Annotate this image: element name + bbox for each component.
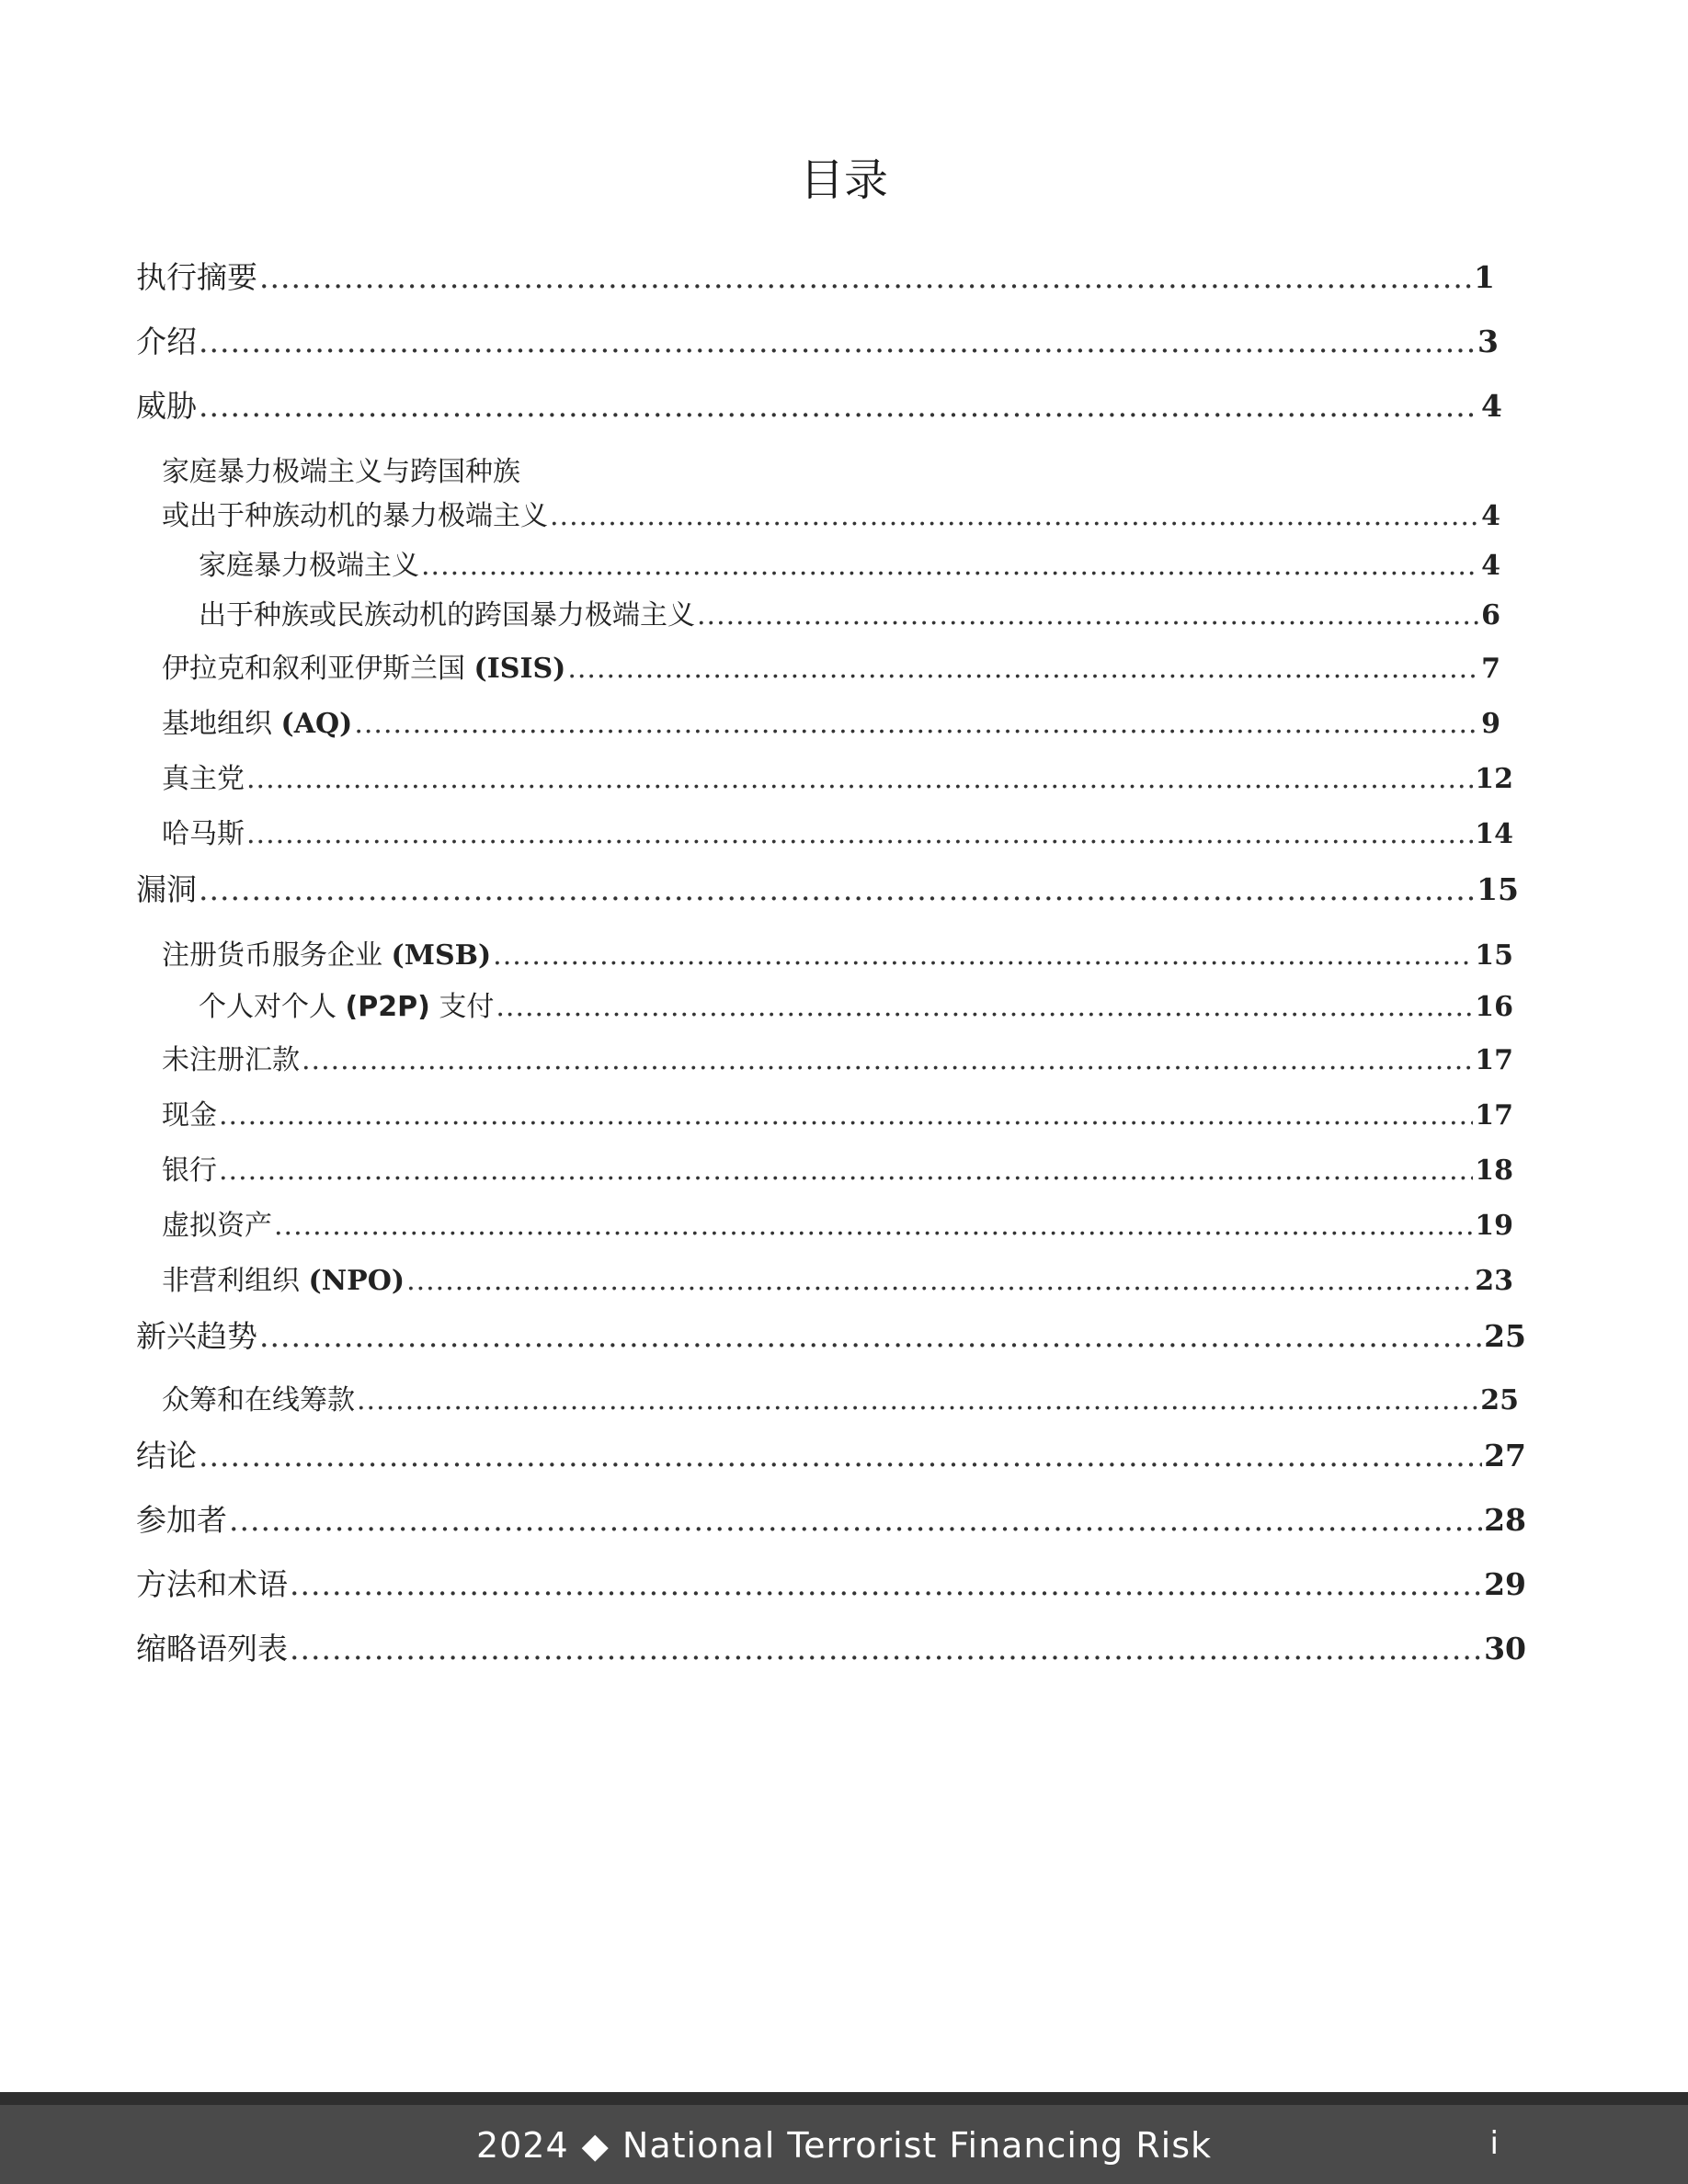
toc-entry-vulnerabilities[interactable]	[136, 866, 1519, 909]
dot-leader	[246, 763, 1473, 795]
toc-entry-crowdfunding[interactable]	[162, 1377, 1519, 1417]
toc-entry-label: 现金	[162, 1099, 217, 1132]
dot-leader	[290, 1566, 1482, 1602]
toc-page-number: 14	[1475, 818, 1513, 850]
toc-entry-label-abbrev: (AQ)	[280, 708, 353, 740]
toc-page-number: 30	[1484, 1631, 1526, 1666]
toc-entry-label-text: 伊拉克和叙利亚伊斯兰国	[162, 653, 465, 685]
toc-entry-al-qaeda[interactable]	[162, 700, 1500, 741]
dot-leader	[199, 324, 1476, 359]
toc-entry-banks[interactable]	[162, 1147, 1513, 1188]
dot-leader	[496, 991, 1473, 1023]
toc-entry-label	[162, 1257, 405, 1298]
toc-entry-virtual-assets[interactable]	[162, 1202, 1513, 1243]
dot-leader	[493, 939, 1473, 972]
dot-leader	[697, 599, 1479, 631]
toc-entry-label: 方法和术语	[136, 1566, 288, 1602]
toc-entry-hamas[interactable]	[162, 811, 1513, 851]
toc-entry-p2p-payments[interactable]	[199, 984, 1513, 1024]
diamond-icon: ◆	[581, 2125, 610, 2166]
dot-leader	[290, 1631, 1482, 1666]
dot-leader	[199, 1438, 1482, 1473]
toc-entry-cash[interactable]	[162, 1092, 1513, 1132]
footer-report-title: National Terrorist Financing Risk	[622, 2125, 1213, 2166]
toc-entry-label: 结论	[136, 1438, 197, 1473]
dot-leader	[354, 708, 1479, 740]
dot-leader	[302, 1044, 1473, 1076]
toc-entry-executive-summary[interactable]	[136, 254, 1495, 297]
toc-entry-label-abbrev: (NPO)	[308, 1265, 405, 1297]
dot-leader	[550, 500, 1479, 532]
toc-entry-label-suffix: 支付	[439, 991, 495, 1023]
toc-entry-label: 真主党	[162, 763, 245, 795]
toc-entry-label: 缩略语列表	[136, 1631, 288, 1666]
dot-leader	[246, 818, 1473, 850]
toc-entry-label: 漏洞	[136, 871, 197, 907]
dot-leader	[259, 259, 1472, 295]
toc-entry-label: 参加者	[136, 1502, 227, 1538]
toc-page-number: 6	[1481, 599, 1500, 631]
toc-page-number: 23	[1475, 1265, 1513, 1297]
toc-entry-label: 执行摘要	[136, 259, 257, 295]
dot-leader	[199, 871, 1475, 907]
toc-entry-label-text: 基地组织	[162, 708, 272, 740]
toc-entry-domestic-violent-extremism[interactable]	[199, 542, 1500, 583]
dot-leader	[219, 1155, 1473, 1187]
footer-title	[0, 2125, 1688, 2166]
toc-entry-domestic-and-transnational-extremism[interactable]	[162, 493, 1500, 533]
toc-page-number: 9	[1481, 708, 1500, 740]
toc-entry-methods-and-terms[interactable]	[136, 1561, 1526, 1604]
toc-entry-transnational-racially-motivated-extremism[interactable]	[199, 592, 1500, 632]
toc-entry-label-abbrev: (ISIS)	[473, 653, 566, 685]
toc-entry-npo[interactable]	[162, 1257, 1513, 1298]
dot-leader	[357, 1384, 1478, 1416]
toc-page-number: 16	[1475, 991, 1513, 1023]
toc-entry-threats[interactable]	[136, 382, 1502, 426]
page-footer	[0, 2092, 1688, 2184]
toc-entry-label-text: 个人对个人	[199, 991, 336, 1023]
toc-entry-label-line1: 家庭暴力极端主义与跨国种族	[162, 456, 520, 488]
toc-entry-label	[199, 984, 494, 1024]
toc-page-number: 19	[1475, 1210, 1513, 1242]
page-title: 目录	[799, 154, 888, 206]
toc-entry-label	[162, 700, 352, 741]
toc-entry-isis[interactable]	[162, 645, 1500, 686]
toc-entry-label: 虚拟资产	[162, 1210, 272, 1242]
toc-page-number: 15	[1475, 939, 1513, 972]
toc-entry-label: 新兴趋势	[136, 1318, 257, 1354]
toc-page-number: 17	[1475, 1044, 1513, 1076]
toc-entry-label-abbrev: (MSB)	[391, 939, 492, 972]
toc-page-number: 29	[1484, 1566, 1526, 1602]
toc-page-number: 3	[1477, 324, 1499, 359]
toc-entry-label: 或出于种族动机的暴力极端主义	[162, 500, 548, 532]
toc-page-number: 7	[1481, 653, 1500, 685]
toc-entry-label	[162, 645, 565, 686]
dot-leader	[259, 1318, 1482, 1354]
toc-entry-unregistered-remittance[interactable]	[162, 1037, 1513, 1077]
dot-leader	[567, 653, 1479, 685]
toc-entry-label: 银行	[162, 1155, 217, 1187]
toc-entry-label: 哈马斯	[162, 818, 245, 850]
dot-leader	[406, 1265, 1473, 1297]
toc-entry-conclusion[interactable]	[136, 1432, 1526, 1475]
toc-entry-participants[interactable]	[136, 1496, 1526, 1540]
toc-entry-msb[interactable]	[162, 932, 1513, 973]
dot-leader	[199, 388, 1479, 424]
toc-page-number: 27	[1484, 1438, 1526, 1473]
toc-entry-label-text: 注册货币服务企业	[162, 939, 382, 972]
dot-leader	[274, 1210, 1473, 1242]
toc-entry-introduction[interactable]	[136, 318, 1499, 361]
toc-entry-label: 出于种族或民族动机的跨国暴力极端主义	[199, 599, 695, 631]
toc-page-number: 4	[1481, 388, 1502, 424]
toc-page-number: 25	[1480, 1384, 1519, 1416]
toc-entry-label: 威胁	[136, 388, 197, 424]
toc-entry-acronyms[interactable]	[136, 1625, 1526, 1668]
toc-page-number: 4	[1481, 500, 1500, 532]
toc-page-number: 18	[1475, 1155, 1513, 1187]
toc-page-number: 17	[1475, 1099, 1513, 1132]
dot-leader	[421, 550, 1479, 582]
dot-leader	[229, 1502, 1482, 1538]
toc-page-number: 15	[1477, 871, 1519, 907]
toc-entry-label: 家庭暴力极端主义	[199, 550, 419, 582]
footer-page-number: i	[1489, 2125, 1499, 2162]
toc-entry-label: 众筹和在线筹款	[162, 1384, 355, 1416]
toc-page-number: 12	[1475, 763, 1513, 795]
footer-year: 2024	[475, 2125, 569, 2166]
toc-page-number: 1	[1474, 259, 1495, 295]
dot-leader	[219, 1099, 1473, 1132]
toc-entry-emerging-trends[interactable]	[136, 1313, 1526, 1356]
toc-page-number: 4	[1481, 550, 1500, 582]
toc-page-number: 28	[1484, 1502, 1526, 1538]
toc-entry-label-text: 非营利组织	[162, 1265, 300, 1297]
toc-entry-label-abbrev: (P2P)	[345, 991, 430, 1023]
toc-entry-label: 未注册汇款	[162, 1044, 300, 1076]
toc-entry-hizballah[interactable]	[162, 756, 1513, 796]
toc-entry-label: 介绍	[136, 324, 197, 359]
toc-page-number: 25	[1484, 1318, 1526, 1354]
toc-entry-label	[162, 932, 491, 973]
